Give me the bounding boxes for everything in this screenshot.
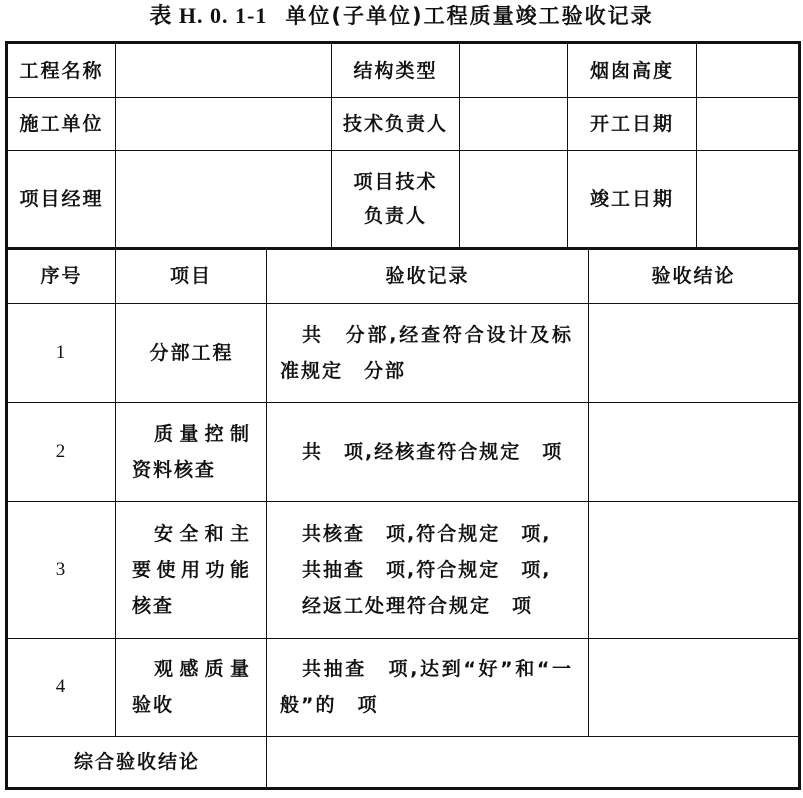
record-line: 共 分部,经查符合设计及标 — [302, 323, 573, 346]
project-name-value — [116, 43, 332, 98]
info-row — [7, 151, 800, 248]
start-date-label: 开工日期 — [568, 98, 697, 151]
contractor-label: 施工单位 — [7, 98, 116, 151]
row-conclusion — [589, 402, 800, 501]
info-row — [7, 43, 800, 98]
table-row — [7, 501, 800, 638]
completion-date-value — [697, 151, 800, 248]
item-line: 分部工程 — [149, 341, 234, 364]
row-item — [116, 402, 267, 501]
summary-value — [267, 736, 800, 788]
row-record — [267, 501, 589, 638]
form-title — [0, 2, 803, 30]
summary-label: 综合验收结论 — [7, 736, 267, 788]
form-title-text: 单位(子单位)工程质量竣工验收记录 — [285, 4, 654, 28]
item-line: 质量控制 — [154, 422, 251, 445]
project-manager-label: 项目经理 — [7, 151, 116, 248]
row-seq: 1 — [7, 303, 116, 402]
item-line: 要使用功能 — [132, 558, 251, 581]
record-line: 经返工处理符合规定 项 — [302, 594, 534, 617]
project-manager-value — [116, 151, 332, 248]
table-row — [7, 402, 800, 501]
acceptance-record-sheet — [5, 41, 798, 790]
form-number: 表 H. 0. 1-1 — [149, 3, 268, 28]
technical-lead-label: 技术负责人 — [332, 98, 460, 151]
project-name-label: 工程名称 — [7, 43, 116, 98]
technical-lead-value — [460, 98, 568, 151]
row-item — [116, 303, 267, 402]
record-line: 共 项,经核查符合规定 项 — [302, 440, 564, 463]
row-record — [267, 303, 589, 402]
record-line: 共抽查 项,符合规定 项, — [302, 558, 552, 581]
header-record: 验收记录 — [267, 249, 589, 303]
table-row — [7, 303, 800, 402]
row-item — [116, 638, 267, 736]
item-line: 验收 — [132, 694, 175, 716]
row-conclusion — [589, 501, 800, 638]
chimney-height-label: 烟囱高度 — [568, 43, 697, 98]
header-seq: 序号 — [7, 249, 116, 303]
item-line: 观感质量 — [154, 658, 251, 680]
label-line: 项目技术 — [353, 170, 438, 193]
record-line: 共核查 项,符合规定 项, — [302, 522, 552, 545]
table-row — [7, 638, 800, 736]
chimney-height-value — [697, 43, 800, 98]
row-record — [267, 638, 589, 736]
record-line: 般”的 项 — [280, 694, 379, 716]
acceptance-items-table — [5, 249, 801, 790]
item-line: 安全和主 — [154, 522, 251, 545]
structure-type-value — [460, 43, 568, 98]
header-conclusion: 验收结论 — [589, 249, 800, 303]
row-record — [267, 402, 589, 501]
summary-row — [7, 736, 800, 788]
row-conclusion — [589, 303, 800, 402]
row-seq: 2 — [7, 402, 116, 501]
project-technical-lead-value — [460, 151, 568, 248]
project-technical-lead-label — [332, 151, 460, 248]
contractor-value — [116, 98, 332, 151]
start-date-value — [697, 98, 800, 151]
structure-type-label: 结构类型 — [332, 43, 460, 98]
header-item: 项目 — [116, 249, 267, 303]
item-line: 核查 — [132, 594, 175, 617]
info-row — [7, 98, 800, 151]
completion-date-label: 竣工日期 — [568, 151, 697, 248]
label-line: 负责人 — [363, 204, 427, 227]
row-conclusion — [589, 638, 800, 736]
row-seq: 4 — [7, 638, 116, 736]
item-line: 资料核查 — [132, 458, 217, 481]
row-item — [116, 501, 267, 638]
record-line: 共抽查 项,达到“好”和“一 — [302, 658, 573, 680]
project-info-table — [5, 41, 801, 249]
record-line: 准规定 分部 — [280, 359, 407, 382]
table-header-row — [7, 249, 800, 303]
row-seq: 3 — [7, 501, 116, 638]
